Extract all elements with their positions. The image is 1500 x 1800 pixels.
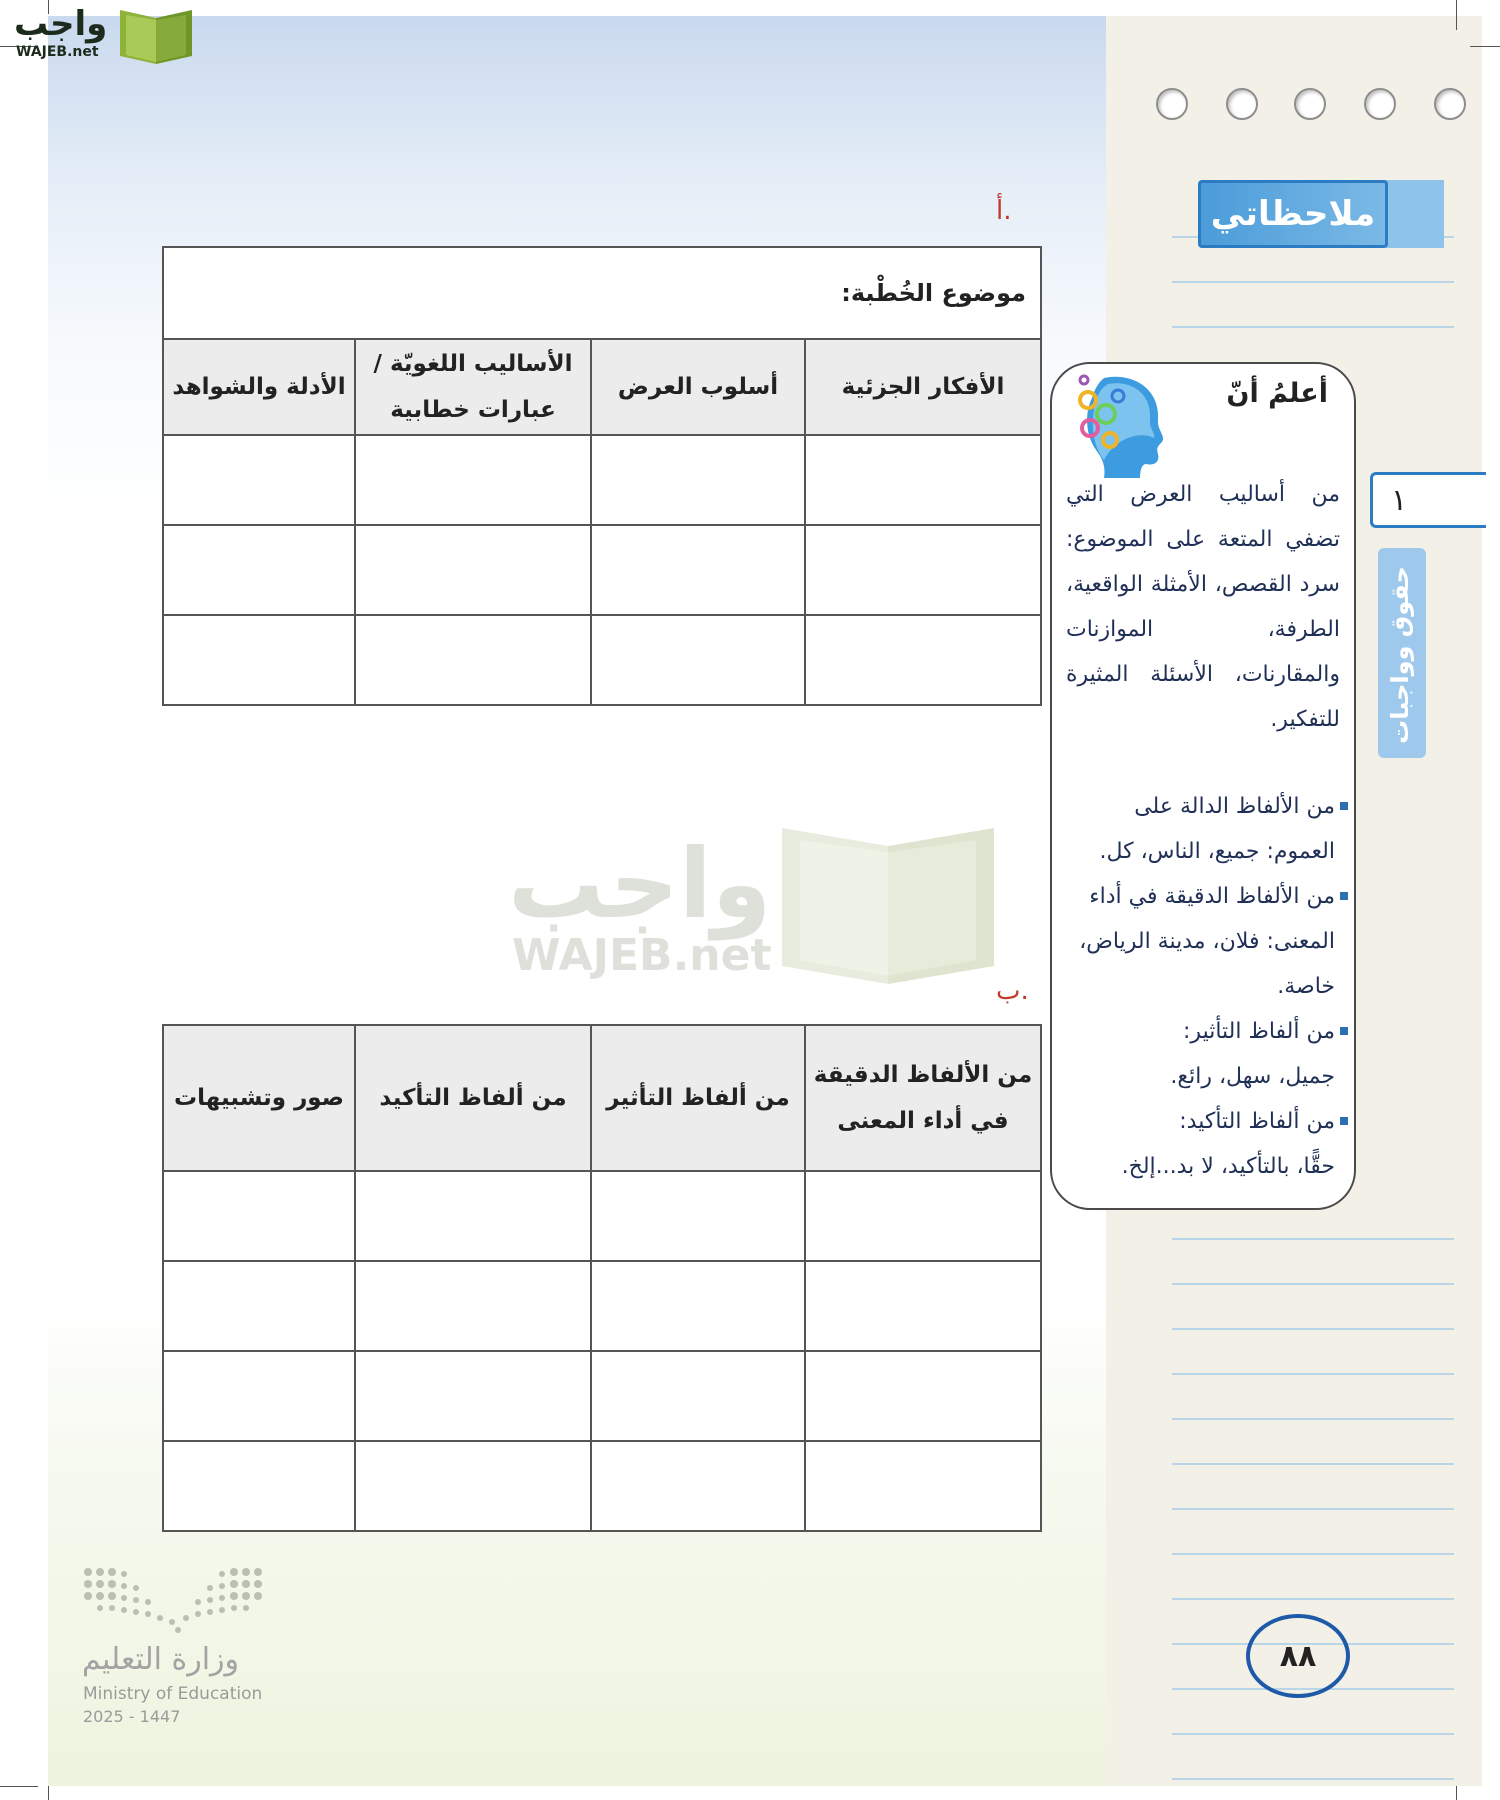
- column-header: صور وتشبيهات: [163, 1025, 355, 1171]
- answer-cell[interactable]: [805, 525, 1041, 615]
- bullet-text: من الألفاظ الدالة على: [1134, 794, 1335, 819]
- section-a-table: [162, 246, 1042, 706]
- answer-cell[interactable]: [591, 1261, 805, 1351]
- column-header: الأدلة والشواهد: [163, 339, 355, 435]
- ruled-line: [1172, 1778, 1454, 1780]
- answer-cell[interactable]: [355, 1441, 591, 1531]
- answer-cell[interactable]: [355, 525, 591, 615]
- answer-cell[interactable]: [805, 435, 1041, 525]
- ruled-line: [1172, 1553, 1454, 1555]
- bullet-text: حقًّا، بالتأكيد، لا بد...إلخ.: [1121, 1154, 1335, 1179]
- answer-cell[interactable]: [805, 1441, 1041, 1531]
- table-row: [163, 615, 1041, 705]
- column-header: من ألفاظ التأكيد: [355, 1025, 591, 1171]
- crop-mark: [1456, 1786, 1457, 1800]
- info-bullets: [1062, 784, 1348, 1189]
- ruled-line: [1172, 1463, 1454, 1465]
- answer-cell[interactable]: [355, 435, 591, 525]
- table-row: [163, 435, 1041, 525]
- ruled-line: [1172, 1418, 1454, 1420]
- answer-cell[interactable]: [591, 615, 805, 705]
- logo-brand-ar: واجب: [14, 4, 108, 44]
- column-header: الأفكار الجزئية: [805, 339, 1041, 435]
- bullet-line: [1062, 1144, 1348, 1189]
- watermark-brand-ar: واجب: [508, 828, 772, 940]
- answer-cell[interactable]: [163, 435, 355, 525]
- thinking-head-icon: [1074, 370, 1168, 480]
- table-row: [163, 525, 1041, 615]
- table-row: [163, 1441, 1041, 1531]
- chapter-number: ١: [1370, 472, 1486, 528]
- answer-cell[interactable]: [591, 435, 805, 525]
- ministry-year: 2025 - 1447: [83, 1707, 181, 1726]
- bullet-text: المعنى: فلان، مدينة الرياض،: [1079, 929, 1335, 954]
- binder-hole: [1434, 88, 1466, 120]
- ruled-line: [1172, 1328, 1454, 1330]
- table-row: [163, 1351, 1041, 1441]
- answer-cell[interactable]: [163, 1171, 355, 1261]
- answer-cell[interactable]: [591, 1171, 805, 1261]
- answer-cell[interactable]: [163, 525, 355, 615]
- column-header: الأساليب اللغويّة / عبارات خطابية: [355, 339, 591, 435]
- info-box-title: أعلمُ أنّ: [1226, 378, 1328, 409]
- binder-hole: [1364, 88, 1396, 120]
- watermark-brand-en: WAJEB.net: [512, 930, 772, 981]
- bullet-text: العموم: جميع، الناس، كل.: [1099, 839, 1335, 864]
- bullet-square-icon: [1340, 1027, 1348, 1035]
- column-header: من الألفاظ الدقيقة في أداء المعنى: [805, 1025, 1041, 1171]
- table-row: [163, 1261, 1041, 1351]
- bullet-square-icon: [1340, 802, 1348, 810]
- ruled-line: [1172, 1733, 1454, 1735]
- bullet-line: [1062, 964, 1348, 1009]
- answer-cell[interactable]: [163, 1261, 355, 1351]
- info-paragraph: من أساليب العرض التي تضفي المتعة على الموضوع: سرد القصص، الأمثلة الواقعية، الطرفة، الموازنات والمقارنات، الأسئلة المثيرة للتفكير.: [1066, 482, 1340, 732]
- table-row: [163, 1171, 1041, 1261]
- ministry-logo: [80, 1564, 280, 1734]
- bullet-line: [1062, 784, 1348, 829]
- section-a-label: أ.: [996, 196, 1012, 226]
- bullet-line: [1062, 874, 1348, 919]
- section-b-header-row: [163, 1025, 1041, 1171]
- bullet-line: [1062, 1009, 1348, 1054]
- bullet-line: [1062, 829, 1348, 874]
- section-b-table: [162, 1024, 1042, 1532]
- ministry-emblem-icon: [80, 1564, 270, 1636]
- binder-hole: [1294, 88, 1326, 120]
- ruled-line: [1172, 281, 1454, 283]
- info-box: [1050, 362, 1356, 1210]
- ruled-line: [1172, 1373, 1454, 1375]
- answer-cell[interactable]: [805, 1261, 1041, 1351]
- answer-cell[interactable]: [805, 1351, 1041, 1441]
- column-header: من ألفاظ التأثير: [591, 1025, 805, 1171]
- answer-cell[interactable]: [591, 525, 805, 615]
- answer-cell[interactable]: [163, 1441, 355, 1531]
- ruled-line: [1172, 1598, 1454, 1600]
- wajeb-watermark: [508, 816, 1000, 986]
- bullet-text: من الألفاظ الدقيقة في أداء: [1089, 884, 1335, 909]
- notes-tab-extension: [1386, 180, 1444, 248]
- answer-cell[interactable]: [355, 1171, 591, 1261]
- ruled-line: [1172, 1283, 1454, 1285]
- bullet-square-icon: [1340, 1117, 1348, 1125]
- chapter-ribbon-text: حقوق وواجبات: [1386, 566, 1414, 744]
- bullet-line: [1062, 1054, 1348, 1099]
- bullet-line: [1062, 1099, 1348, 1144]
- bullet-text: جميل، سهل، رائع.: [1170, 1064, 1335, 1089]
- crop-mark: [0, 1786, 38, 1787]
- answer-cell[interactable]: [591, 1351, 805, 1441]
- logo-brand-en: WAJEB.net: [16, 44, 99, 60]
- ministry-name-en: Ministry of Education: [83, 1684, 263, 1704]
- page-number: ٨٨: [1246, 1614, 1350, 1698]
- open-book-icon: [116, 6, 196, 66]
- column-header: أسلوب العرض: [591, 339, 805, 435]
- notes-tab: ملاحظاتي: [1198, 180, 1388, 248]
- bullet-line: [1062, 919, 1348, 964]
- binder-hole: [1226, 88, 1258, 120]
- ruled-line: [1172, 326, 1454, 328]
- crop-mark: [1456, 0, 1457, 30]
- wajeb-logo[interactable]: [8, 4, 188, 66]
- ruled-line: [1172, 1508, 1454, 1510]
- answer-cell[interactable]: [355, 1351, 591, 1441]
- bullet-text: من ألفاظ التأثير:: [1183, 1019, 1335, 1044]
- section-a-header-row: [163, 339, 1041, 435]
- answer-cell[interactable]: [591, 1441, 805, 1531]
- bullet-text: من ألفاظ التأكيد:: [1179, 1109, 1335, 1134]
- crop-mark: [1470, 46, 1500, 47]
- binder-hole: [1156, 88, 1188, 120]
- section-b-label: ب.: [996, 976, 1029, 1006]
- answer-cell[interactable]: [355, 1261, 591, 1351]
- answer-cell[interactable]: [805, 615, 1041, 705]
- bullet-text: خاصة.: [1277, 974, 1335, 999]
- speech-subject-field[interactable]: موضوع الخُطْبة:: [163, 247, 1041, 339]
- answer-cell[interactable]: [355, 615, 591, 705]
- open-book-icon: [776, 816, 1000, 986]
- bullet-square-icon: [1340, 892, 1348, 900]
- answer-cell[interactable]: [805, 1171, 1041, 1261]
- answer-cell[interactable]: [163, 615, 355, 705]
- answer-cell[interactable]: [163, 1351, 355, 1441]
- ruled-line: [1172, 1238, 1454, 1240]
- crop-mark: [48, 1786, 49, 1800]
- ministry-name-ar: وزارة التعليم: [82, 1642, 240, 1677]
